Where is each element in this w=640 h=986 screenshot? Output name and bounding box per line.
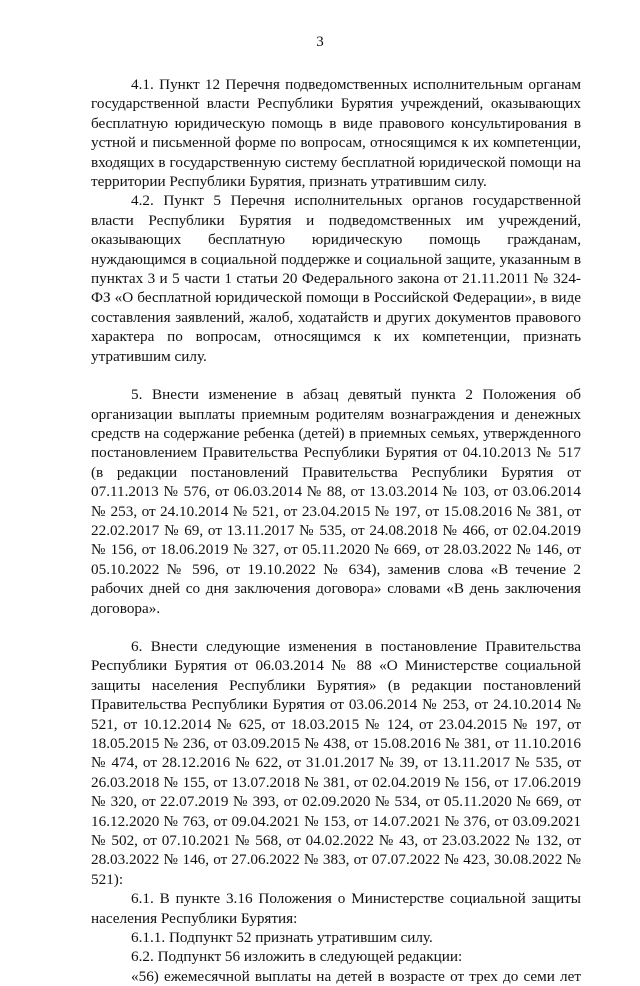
page-number: 3 xyxy=(316,34,324,50)
paragraph-6-2: 6.2. Подпункт 56 изложить в следующей редакции: xyxy=(131,948,463,966)
paragraph-5: 5. Внести изменение в абзац девятый пункта 2 Положения об организации выплаты приемным родителям вознаграждения и денежных средств на содержание ребенка (детей) в приемных семьях, утвержденного постановлением Правительства Республики Бурятия от 04.10.2013 № 517 (в редакции постановлений Правительства Республики Бурятия от 07.11.2013 № 576, от 06.03.2014 № 88, от 13.03.2014 № 103, от 03.06.2014 № 253, от 24.10.2014 № 521, от 23.04.2015 № 197, от 15.08.2016 № 381, от 22.02.2017 № 69, от 13.11.2017 № 535, от 24.08.2018 № 466, от 02.04.2019 № 156, от 18.06.2019 № 327, от 05.11.2020 № 669, от 28.03.2022 № 146, от 05.10.2022 № 596, от 19.10.2022 № 634), заменив слова «В течение 2 рабочих дней со дня заключения договора» словами «В день заключения договора». xyxy=(91,386,581,617)
paragraph-4-2: 4.2. Пункт 5 Перечня исполнительных органов государственной власти Республики Бурятия и подведомственных им учреждений, оказывающих бесплатную юридическую помощь гражданам, нуждающимся в социальной поддержке и социальной защите, указанным в пунктах 3 и 5 части 1 статьи 20 Федерального закона от 21.11.2011 № 324-ФЗ «О бесплатной юридической помощи в Российской Федерации», в виде составления заявлений, жалоб, ходатайств и других документов правового характера по вопросам, относящимся к их компетенции, признать утратившим силу. xyxy=(91,192,581,365)
paragraph-4-1: 4.1. Пункт 12 Перечня подведомственных исполнительным органам государственной власти Республики Бурятия учреждений, оказывающих бесплатную юридическую помощь в виде правового консультирования в устной и письменной форме по вопросам, относящимся к их компетенции, входящих в государственную систему бесплатной юридической помощи на территории Республики Бурятия, признать утратившим силу. xyxy=(91,76,581,191)
document-body xyxy=(91,75,581,986)
paragraph-6-1: 6.1. В пункте 3.16 Положения о Министерстве социальной защиты населения Республики Бурятия: xyxy=(91,890,581,927)
paragraph-quote-56: «56) ежемесячной выплаты на детей в возрасте от трех до семи лет xyxy=(131,967,581,985)
paragraph-6-1-1: 6.1.1. Подпункт 52 признать утратившим силу. xyxy=(131,929,433,947)
paragraph-6: 6. Внести следующие изменения в постановление Правительства Республики Бурятия от 06.03.2014 № 88 «О Министерстве социальной защиты населения Республики Бурятия» (в редакции постановлений Правительства Республики Бурятия от 03.06.2014 № 253, от 24.10.2014 № 521, от 10.12.2014 № 625, от 18.03.2015 № 124, от 23.04.2015 № 197, от 18.05.2015 № 236, от 03.09.2015 № 438, от 15.08.2016 № 381, от 11.10.2016 № 474, от 28.12.2016 № 622, от 31.01.2017 № 39, от 13.11.2017 № 535, от 26.03.2018 № 155, от 13.07.2018 № 381, от 02.04.2019 № 156, от 17.06.2019 № 320, от 22.07.2019 № 393, от 02.09.2020 № 534, от 05.11.2020 № 669, от 16.12.2020 № 763, от 09.04.2021 № 153, от 14.07.2021 № 376, от 03.09.2021 № 502, от 07.10.2021 № 568, от 04.02.2022 № 43, от 23.03.2022 № 132, от 28.03.2022 № 146, от 27.06.2022 № 383, от 07.07.2022 № 423, 30.08.2022 № 521): xyxy=(91,637,581,888)
